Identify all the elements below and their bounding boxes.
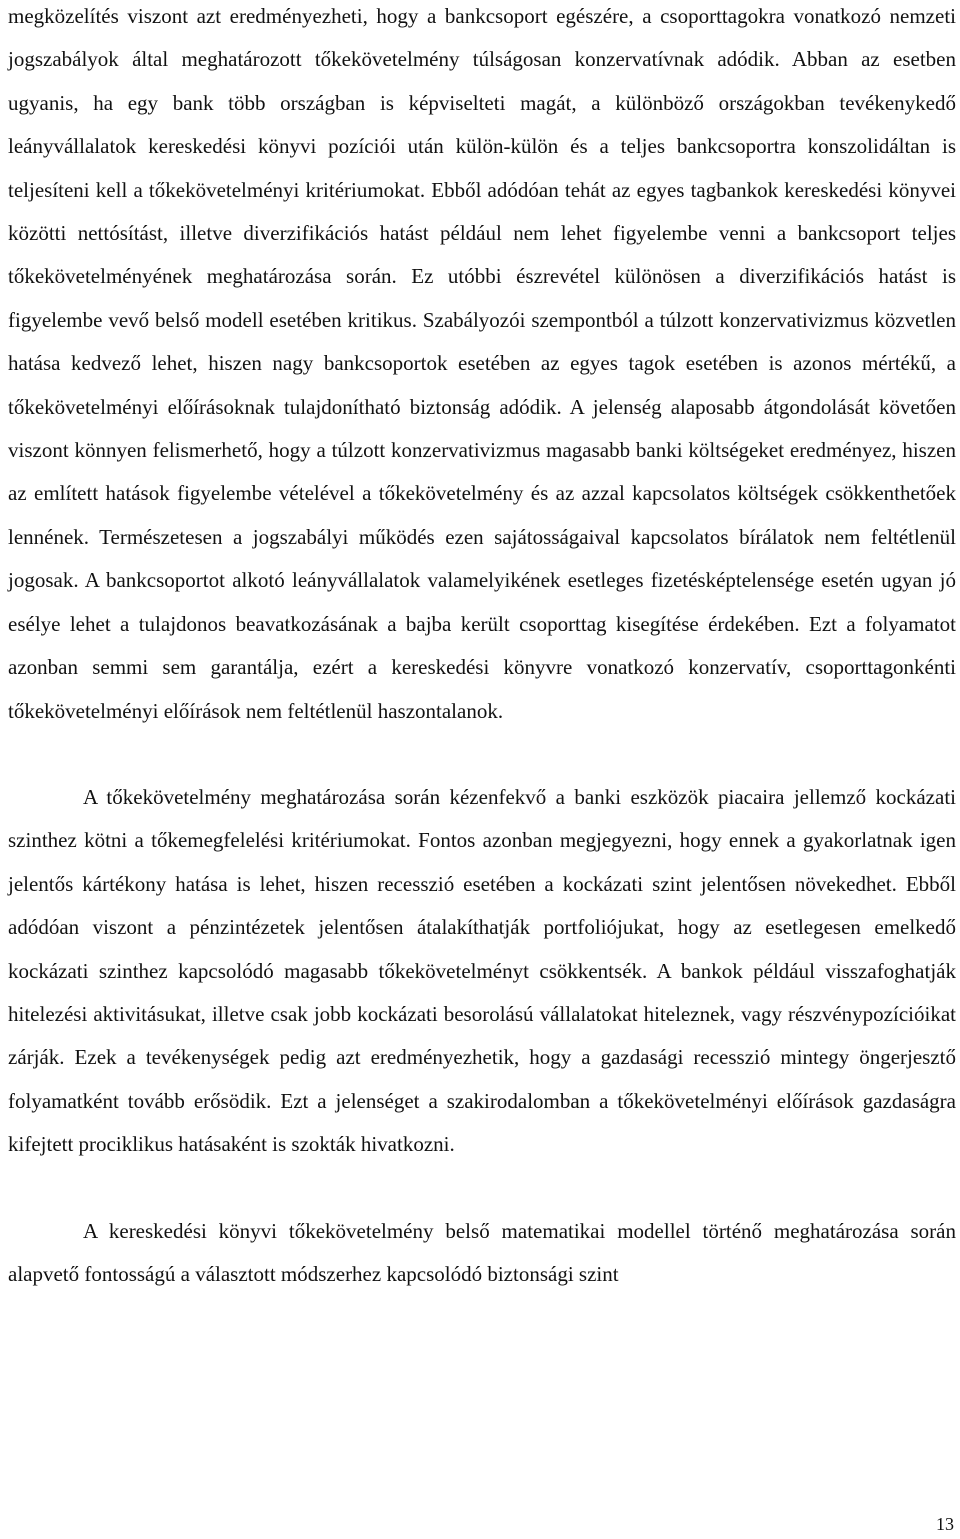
body-paragraph: megközelítés viszont azt eredményezheti, hogy a bankcsoport egészére, a csoporttagokra vonatkozó nemzeti jogszabályok által meghatározott tőkekövetelmény túlságosan konzervatívnak adódik. Abban az esetben ugyanis, ha egy bank több országban is képviselteti magát, a különböző országokban tevékenykedő leányvállalatok kereskedési könyvi pozíciói után külön-külön és a teljes bankcsoportra konszolidáltan is teljesíteni kell a tőkekövetelményi kritériumokat. Ebből adódóan tehát az egyes tagbankok kereskedési könyvei közötti nettósítást, illetve diverzifikációs hatást például nem lehet figyelembe venni a bankcsoport teljes tőkekövetelményének meghatározása során. Ez utóbbi észrevétel különösen a diverzifikációs hatást is figyelembe vevő belső modell esetében kritikus. Szabályozói szempontból a túlzott konzervativizmus közvetlen hatása kedvező lehet, hiszen nagy bankcsoportok esetében az egyes tagok esetében is azonos mértékű, a tőkekövetelményi előírásoknak tulajdonítható biztonság adódik. A jelenség alaposabb átgondolását követően viszont könnyen felismerhető, hogy a túlzott konzervativizmus magasabb banki költségeket eredményez, hiszen az említett hatások figyelembe vételével a tőkekövetelmény és az azzal kapcsolatos költségek csökkenthetőek lennének. Természetesen a jogszabályi működés ezen sajátosságaival kapcsolatos bírálatok nem feltétlenül jogosak. A bankcsoportot alkotó leányvállalatok valamelyikének esetleges fizetésképtelensége esetén ugyan jó esélye lehet a tulajdonos beavatkozásának a bajba került csoporttag kisegítése érdekében. Ezt a folyamatot azonban semmi sem garantálja, ezért a kereskedési könyvre vonatkozó konzervatív, csoporttagonkénti tőkekövetelményi előírások nem feltétlenül haszontalanok. [8, 4, 956, 723]
body-paragraph: A tőkekövetelmény meghatározása során kézenfekvő a banki eszközök piacaira jellemző kockázati szinthez kötni a tőkemegfelelési kritériumokat. Fontos azonban megjegyezni, hogy ennek a gyakorlatnak igen jelentős kártékony hatása is lehet, hiszen recesszió esetében a kockázati szint jelentősen növekedhet. Ebből adódóan viszont a pénzintézetek jelentősen átalakíthatják portfoliójukat, hogy az esetlegesen emelkedő kockázati szinthez kapcsolódó magasabb tőkekövetelményt csökkentsék. A bankok például visszafoghatják hitelezési aktivitásukat, illetve csak jobb kockázati besorolású vállalatokat hiteleznek, vagy részvénypozícióikat zárják. Ezek a tevékenységek pedig azt eredményezhetik, hogy a gazdasági recesszió mintegy öngerjesztő folyamatként tovább erősödik. Ezt a jelenséget a szakirodalomban a tőkekövetelményi előírások gazdaságra kifejtett prociklikus hatásaként is szokták hivatkozni. [8, 784, 956, 1157]
body-paragraph: A kereskedési könyvi tőkekövetelmény belső matematikai modellel történő meghatározása során alapvető fontosságú a választott módszerhez kapcsolódó biztonsági szint [8, 1218, 956, 1286]
document-page [8, 0, 956, 1296]
page-number: 13 [936, 1514, 954, 1534]
